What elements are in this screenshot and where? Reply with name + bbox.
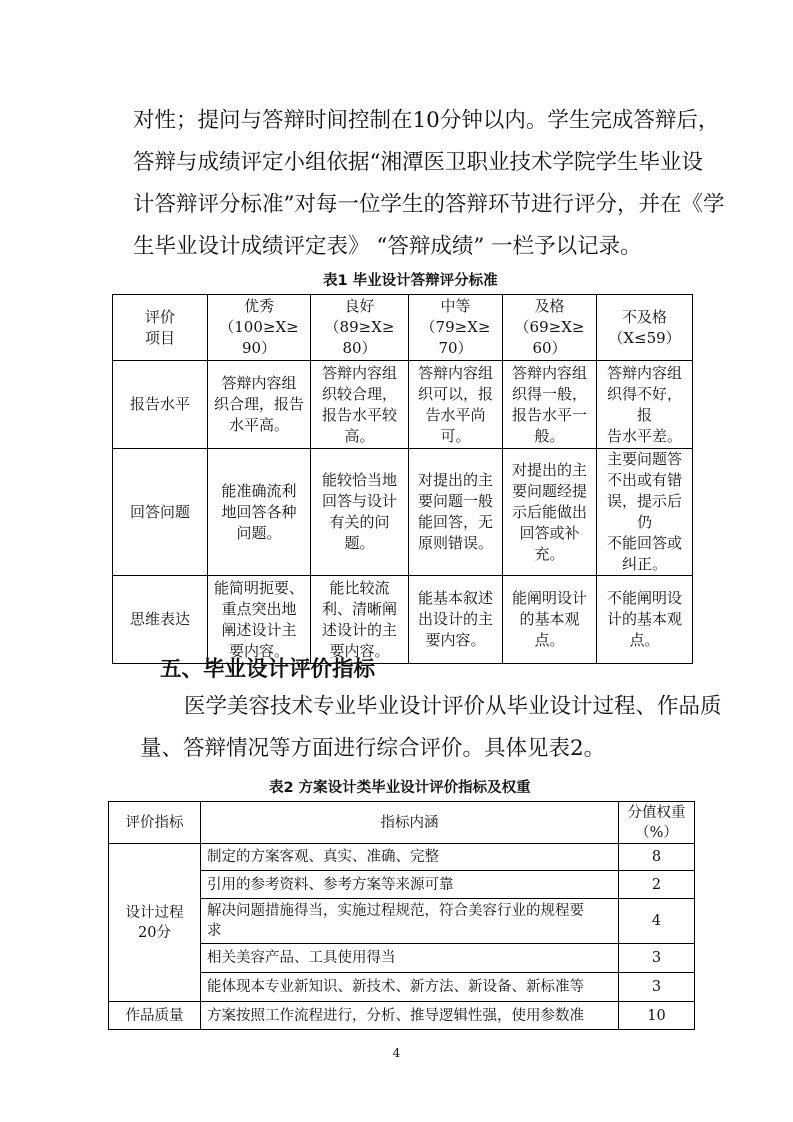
cell-good: 能比较流 利、清晰阐 述设计的主 要内容。 <box>311 576 409 664</box>
weight-cell: 2 <box>619 871 695 899</box>
header-fail: 不及格 （X≤59） <box>597 295 693 361</box>
header-item: 评价 项目 <box>113 295 208 361</box>
row-item: 报告水平 <box>113 361 208 449</box>
table1-header-row <box>113 295 693 361</box>
header-indicator: 评价指标 <box>109 802 201 844</box>
header-excellent: 优秀 （100≥X≥ 90） <box>208 295 311 361</box>
cell-good: 答辩内容组 织较合理， 报告水平较 高。 <box>311 361 409 449</box>
cell-medium: 对提出的主 要问题一般 能回答，无 原则错误。 <box>409 449 503 576</box>
content-cell: 制定的方案客观、真实、准确、完整 <box>201 844 619 871</box>
cell-pass: 能阐明设计 的基本观 点。 <box>503 576 597 664</box>
row-item: 思维表达 <box>113 576 208 664</box>
cell-fail: 主要问题答 不出或有错 误，提示后仍 不能回答或 纠正。 <box>597 449 693 576</box>
table-row <box>113 449 693 576</box>
weight-cell: 3 <box>619 944 695 973</box>
scoring-standard-table <box>112 294 693 664</box>
row-item: 回答问题 <box>113 449 208 576</box>
header-weight: 分值权重 （%） <box>619 802 695 844</box>
weight-cell: 8 <box>619 844 695 871</box>
cell-medium: 答辩内容组 织可以，报 告水平尚 可。 <box>409 361 503 449</box>
header-good: 良好 （89≥X≥ 80） <box>311 295 409 361</box>
content-cell: 解决问题措施得当，实施过程规范，符合美容行业的规程要 求 <box>201 899 619 944</box>
evaluation-index-table <box>108 801 695 1030</box>
header-medium: 中等 （79≥X≥ 70） <box>409 295 503 361</box>
content-cell: 方案按照工作流程进行，分析、推导逻辑性强，使用参数准 <box>201 1002 619 1030</box>
cell-pass: 答辩内容组 织得一般， 报告水平一 般。 <box>503 361 597 449</box>
cell-good: 能较恰当地 回答与设计 有关的问 题。 <box>311 449 409 576</box>
table-row <box>109 1002 695 1030</box>
cell-excellent: 能准确流利 地回答各种 问题。 <box>208 449 311 576</box>
header-pass: 及格 （69≥X≥ 60） <box>503 295 597 361</box>
section-heading: 五、毕业设计评价指标 <box>160 657 376 682</box>
table-row <box>113 576 693 664</box>
group-label: 设计过程 20分 <box>109 844 201 1002</box>
weight-cell: 3 <box>619 973 695 1002</box>
cell-fail: 答辩内容组 织得不好，报 告水平差。 <box>597 361 693 449</box>
content-cell: 相关美容产品、工具使用得当 <box>201 944 619 973</box>
intro-line: 生毕业设计成绩评定表》 “答辩成绩” 一栏予以记录。 <box>133 234 642 259</box>
cell-pass: 对提出的主 要问题经提 示后能做出 回答或补 充。 <box>503 449 597 576</box>
cell-excellent: 能简明扼要、 重点突出地 阐述设计主 要内容。 <box>208 576 311 664</box>
table2-header-row <box>109 802 695 844</box>
body-line: 量、答辩情况等方面进行综合评价。具体见表2。 <box>140 736 606 761</box>
table2-caption: 表2 方案设计类毕业设计评价指标及权重 <box>269 780 531 796</box>
indicator-cell: 作品质量 <box>109 1002 201 1030</box>
content-cell: 引用的参考资料、参考方案等来源可靠 <box>201 871 619 899</box>
intro-line: 对性；提问与答辩时间控制在10分钟以内。学生完成答辩后， <box>133 108 720 133</box>
content-cell: 能体现本专业新知识、新技术、新方法、新设备、新标准等 <box>201 973 619 1002</box>
weight-cell: 4 <box>619 899 695 944</box>
body-line: 医学美容技术专业毕业设计评价从毕业设计过程、作品质 <box>184 694 722 719</box>
intro-paragraph <box>133 100 725 268</box>
table1-caption: 表1 毕业设计答辩评分标准 <box>323 273 498 289</box>
weight-cell: 10 <box>619 1002 695 1030</box>
table-row <box>109 844 695 871</box>
cell-medium: 能基本叙述 出设计的主 要内容。 <box>409 576 503 664</box>
intro-line: 计答辩评分标准”对每一位学生的答辩环节进行评分，并在《学 <box>133 192 725 217</box>
header-content: 指标内涵 <box>201 802 619 844</box>
intro-line: 答辩与成绩评定小组依据“湘潭医卫职业技术学院学生毕业设 <box>133 150 703 175</box>
cell-excellent: 答辩内容组 织合理，报告 水平高。 <box>208 361 311 449</box>
page-number: 4 <box>392 1046 401 1060</box>
table-row <box>113 361 693 449</box>
body-paragraph <box>140 686 722 770</box>
cell-fail: 不能阐明设 计的基本观 点。 <box>597 576 693 664</box>
